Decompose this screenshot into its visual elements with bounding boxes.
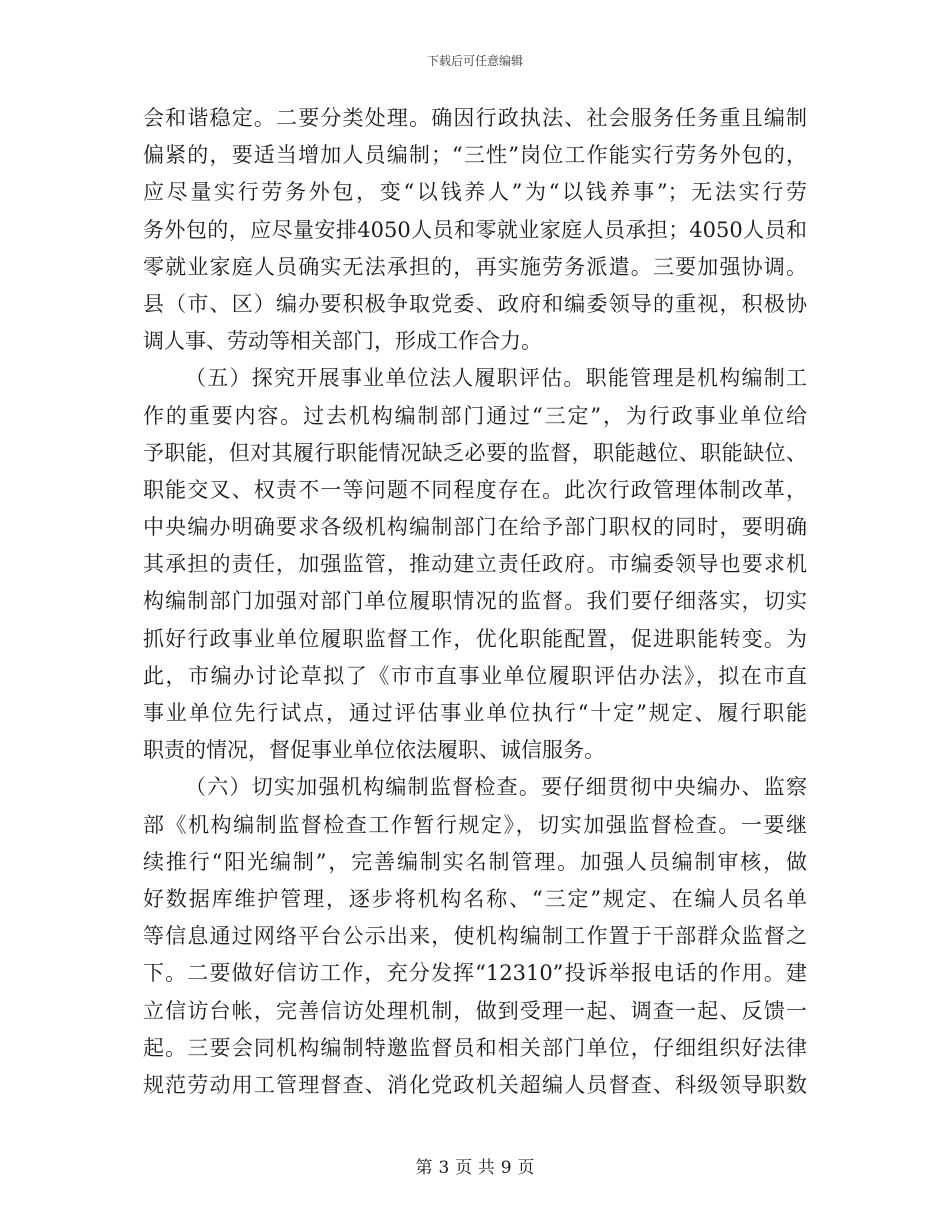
text-line: 抓好行政事业单位履职监督工作，优化职能配置，促进职能转变。为 <box>143 626 807 651</box>
text-line: 县（市、区）编办要积极争取党委、政府和编委领导的重视，积极协 <box>143 291 807 316</box>
text-line: 会和谐稳定。二要分类处理。确因行政执法、社会服务任务重且编制 <box>143 106 807 130</box>
text-line: 职能交叉、权责不一等问题不同程度存在。此次行政管理体制改革， <box>143 477 807 502</box>
text-line: 务外包的，应尽量安排4050人员和零就业家庭人员承担；4050人员和 <box>143 217 807 242</box>
page-number-suffix: 页 <box>517 1158 535 1178</box>
text-line: 下。二要做好信访工作，充分发挥“12310”投诉举报电话的作用。建 <box>143 961 807 986</box>
text-line: 中央编办明确要求各级机构编制部门在给予部门职权的同时，要明确 <box>143 515 807 540</box>
text-line: 起。三要会同机构编制特邀监督员和相关部门单位，仔细组织好法律 <box>143 1035 807 1060</box>
paragraph-1 <box>143 100 807 360</box>
page-number-prefix: 第 <box>415 1158 433 1178</box>
paragraph-3 <box>143 769 807 1104</box>
text-line: 应尽量实行劳务外包，变“以钱养人”为“以钱养事”；无法实行劳 <box>143 180 807 205</box>
text-line: 零就业家庭人员确实无法承担的，再实施劳务派遣。三要加强协调。 <box>143 254 807 279</box>
text-line: 事业单位先行试点，通过评估事业单位执行“十定”规定、履行职能 <box>143 701 807 725</box>
text-line: 其承担的责任，加强监管，推动建立责任政府。市编委领导也要求机 <box>143 552 807 577</box>
total-pages: 9 <box>500 1158 512 1178</box>
text-line: 立信访台帐，完善信访处理机制，做到受理一起、调查一起、反馈一 <box>143 998 807 1023</box>
page-header: 下载后可任意编辑 <box>426 54 523 68</box>
text-line: 规范劳动用工管理督查、消化党政机关超编人员督查、科级领导职数 <box>143 1072 807 1097</box>
text-line: 构编制部门加强对部门单位履职情况的监督。我们要仔细落实，切实 <box>143 589 807 614</box>
text-line: 部《机构编制监督检查工作暂行规定》，切实加强监督检查。一要继 <box>143 812 807 837</box>
text-line: 偏紧的，要适当增加人员编制；“三性”岗位工作能实行劳务外包的， <box>143 143 807 168</box>
text-line: 好数据库维护管理，逐步将机构名称、“三定”规定、在编人员名单 <box>143 886 807 911</box>
text-line: （五）探究开展事业单位法人履职评估。职能管理是机构编制工 <box>185 366 807 391</box>
text-line: 等信息通过网络平台公示出来，使机构编制工作置于干部群众监督之 <box>143 924 807 949</box>
text-line: 予职能，但对其履行职能情况缺乏必要的监督，职能越位、职能缺位、 <box>143 440 807 465</box>
text-line: 作的重要内容。过去机构编制部门通过“三定”，为行政事业单位给 <box>143 403 807 428</box>
text-line: 续推行“阳光编制”，完善编制实名制管理。加强人员编制审核，做 <box>143 849 807 874</box>
text-line: 调人事、劳动等相关部门，形成工作合力。 <box>143 329 542 354</box>
text-line: （六）切实加强机构编制监督检查。要仔细贯彻中央编办、监察 <box>185 775 807 800</box>
paragraph-2 <box>143 360 807 769</box>
current-page: 3 <box>438 1158 450 1178</box>
document-body <box>143 100 807 1104</box>
page-number-middle: 页 共 <box>455 1158 495 1178</box>
text-line: 此，市编办讨论草拟了《市市直事业单位履职评估办法》，拟在市直 <box>143 663 807 688</box>
page-number <box>0 1153 950 1178</box>
text-line: 职责的情况，督促事业单位依法履职、诚信服务。 <box>143 738 605 763</box>
